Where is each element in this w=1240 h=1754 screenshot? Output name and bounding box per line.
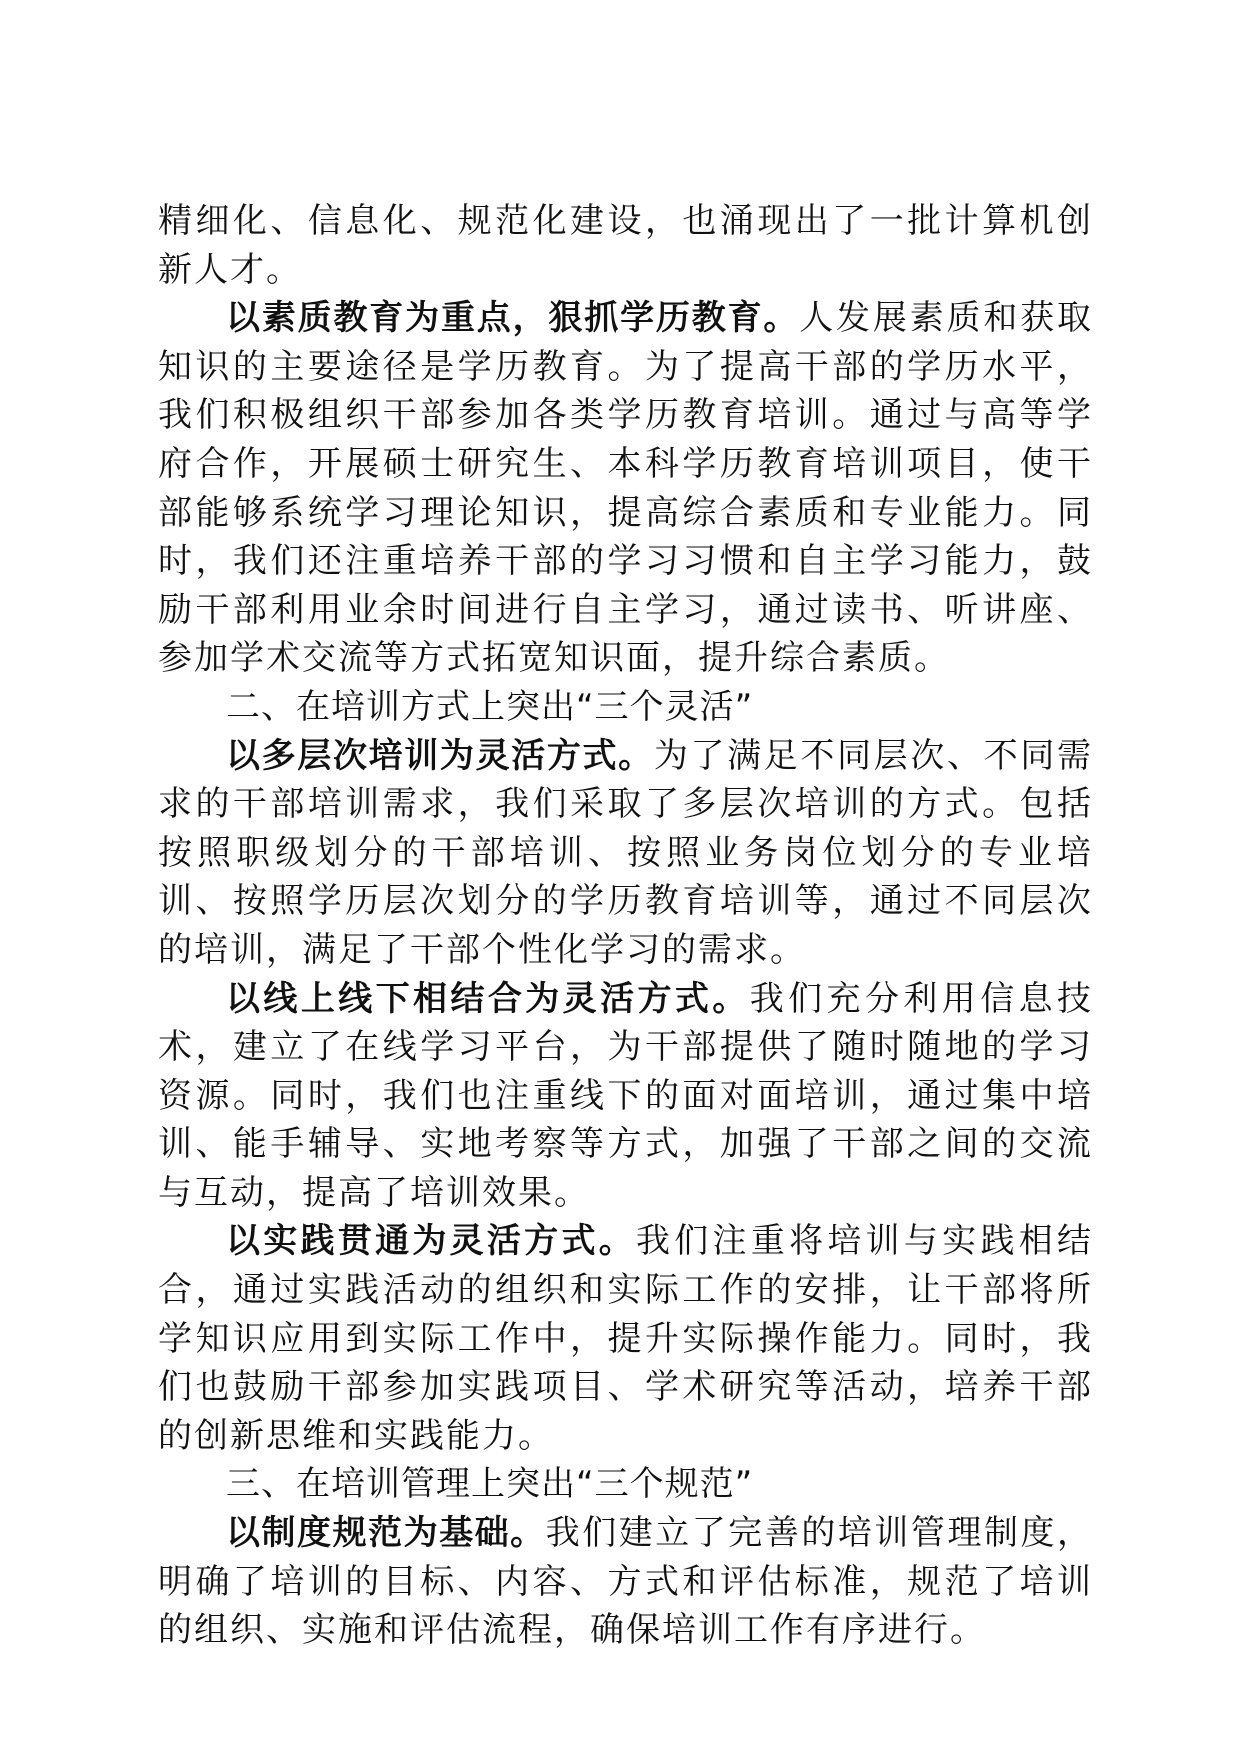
section-heading-training-management: 三、在培训管理上突出“三个规范” — [226, 1464, 754, 1505]
paragraph-multi-level-training — [158, 732, 1093, 975]
paragraph-body: 我们充分利用信息技术，建立了在线学习平台，为干部提供了随时随地的学习资源。同时，我们也注重线下的面对面培训，通过集中培训、能手辅导、实地考察等方式，加强了干部之间的交流与互动，提高了培训效果。 — [158, 978, 1094, 1213]
paragraph-body: 我们注重将培训与实践相结合，通过实践活动的组织和实际工作的安排，让干部将所学知识应用到实际工作中，提升实际操作能力。同时，我们也鼓励干部参加实践项目、学术研究等活动，培养干部的创新思维和实践能力。 — [158, 1221, 1093, 1456]
paragraph-body: 我们建立了完善的培训管理制度，明确了培训的目标、内容、方式和评估标准，规范了培训的组织、实施和评估流程，确保培训工作有序进行。 — [158, 1513, 1094, 1651]
document-page — [158, 197, 1093, 1655]
paragraph-lead: 以制度规范为基础。 — [226, 1513, 546, 1554]
paragraph-lead: 以实践贯通为灵活方式。 — [226, 1221, 636, 1262]
paragraph-body: 人发展素质和获取知识的主要途径是学历教育。为了提高干部的学历水平，我们积极组织干部参加各类学历教育培训。通过与高等学府合作，开展硕士研究生、本科学历教育培训项目，使干部能够系统学习理论知识，提高综合素质和专业能力。同时，我们还注重培养干部的学习习惯和自主学习能力，鼓励干部利用业余时间进行自主学习，通过读书、听讲座、参加学术交流等方式拓宽知识面，提升综合素质。 — [158, 298, 1094, 679]
paragraph-lead: 以多层次培训为灵活方式。 — [226, 735, 654, 776]
paragraph-body: 精细化、信息化、规范化建设，也涌现出了一批计算机创新人才。 — [158, 201, 1093, 290]
paragraph-lead: 以线上线下相结合为灵活方式。 — [226, 978, 750, 1019]
paragraph-practice — [158, 1217, 1093, 1460]
paragraph-academic-education — [158, 294, 1093, 683]
paragraph-online-offline — [158, 975, 1093, 1218]
paragraph-continuation — [158, 197, 1093, 294]
paragraph-body: 为了满足不同层次、不同需求的干部培训需求，我们采取了多层次培训的方式。包括按照职级划分的干部培训、按照业务岗位划分的专业培训、按照学历层次划分的学历教育培训等，通过不同层次的培训，满足了干部个性化学习的需求。 — [158, 735, 1094, 970]
paragraph-institutional-norms — [158, 1509, 1093, 1655]
section-heading-training-methods: 二、在培训方式上突出“三个灵活” — [226, 686, 754, 727]
paragraph-lead: 以素质教育为重点，狠抓学历教育。 — [226, 298, 800, 339]
